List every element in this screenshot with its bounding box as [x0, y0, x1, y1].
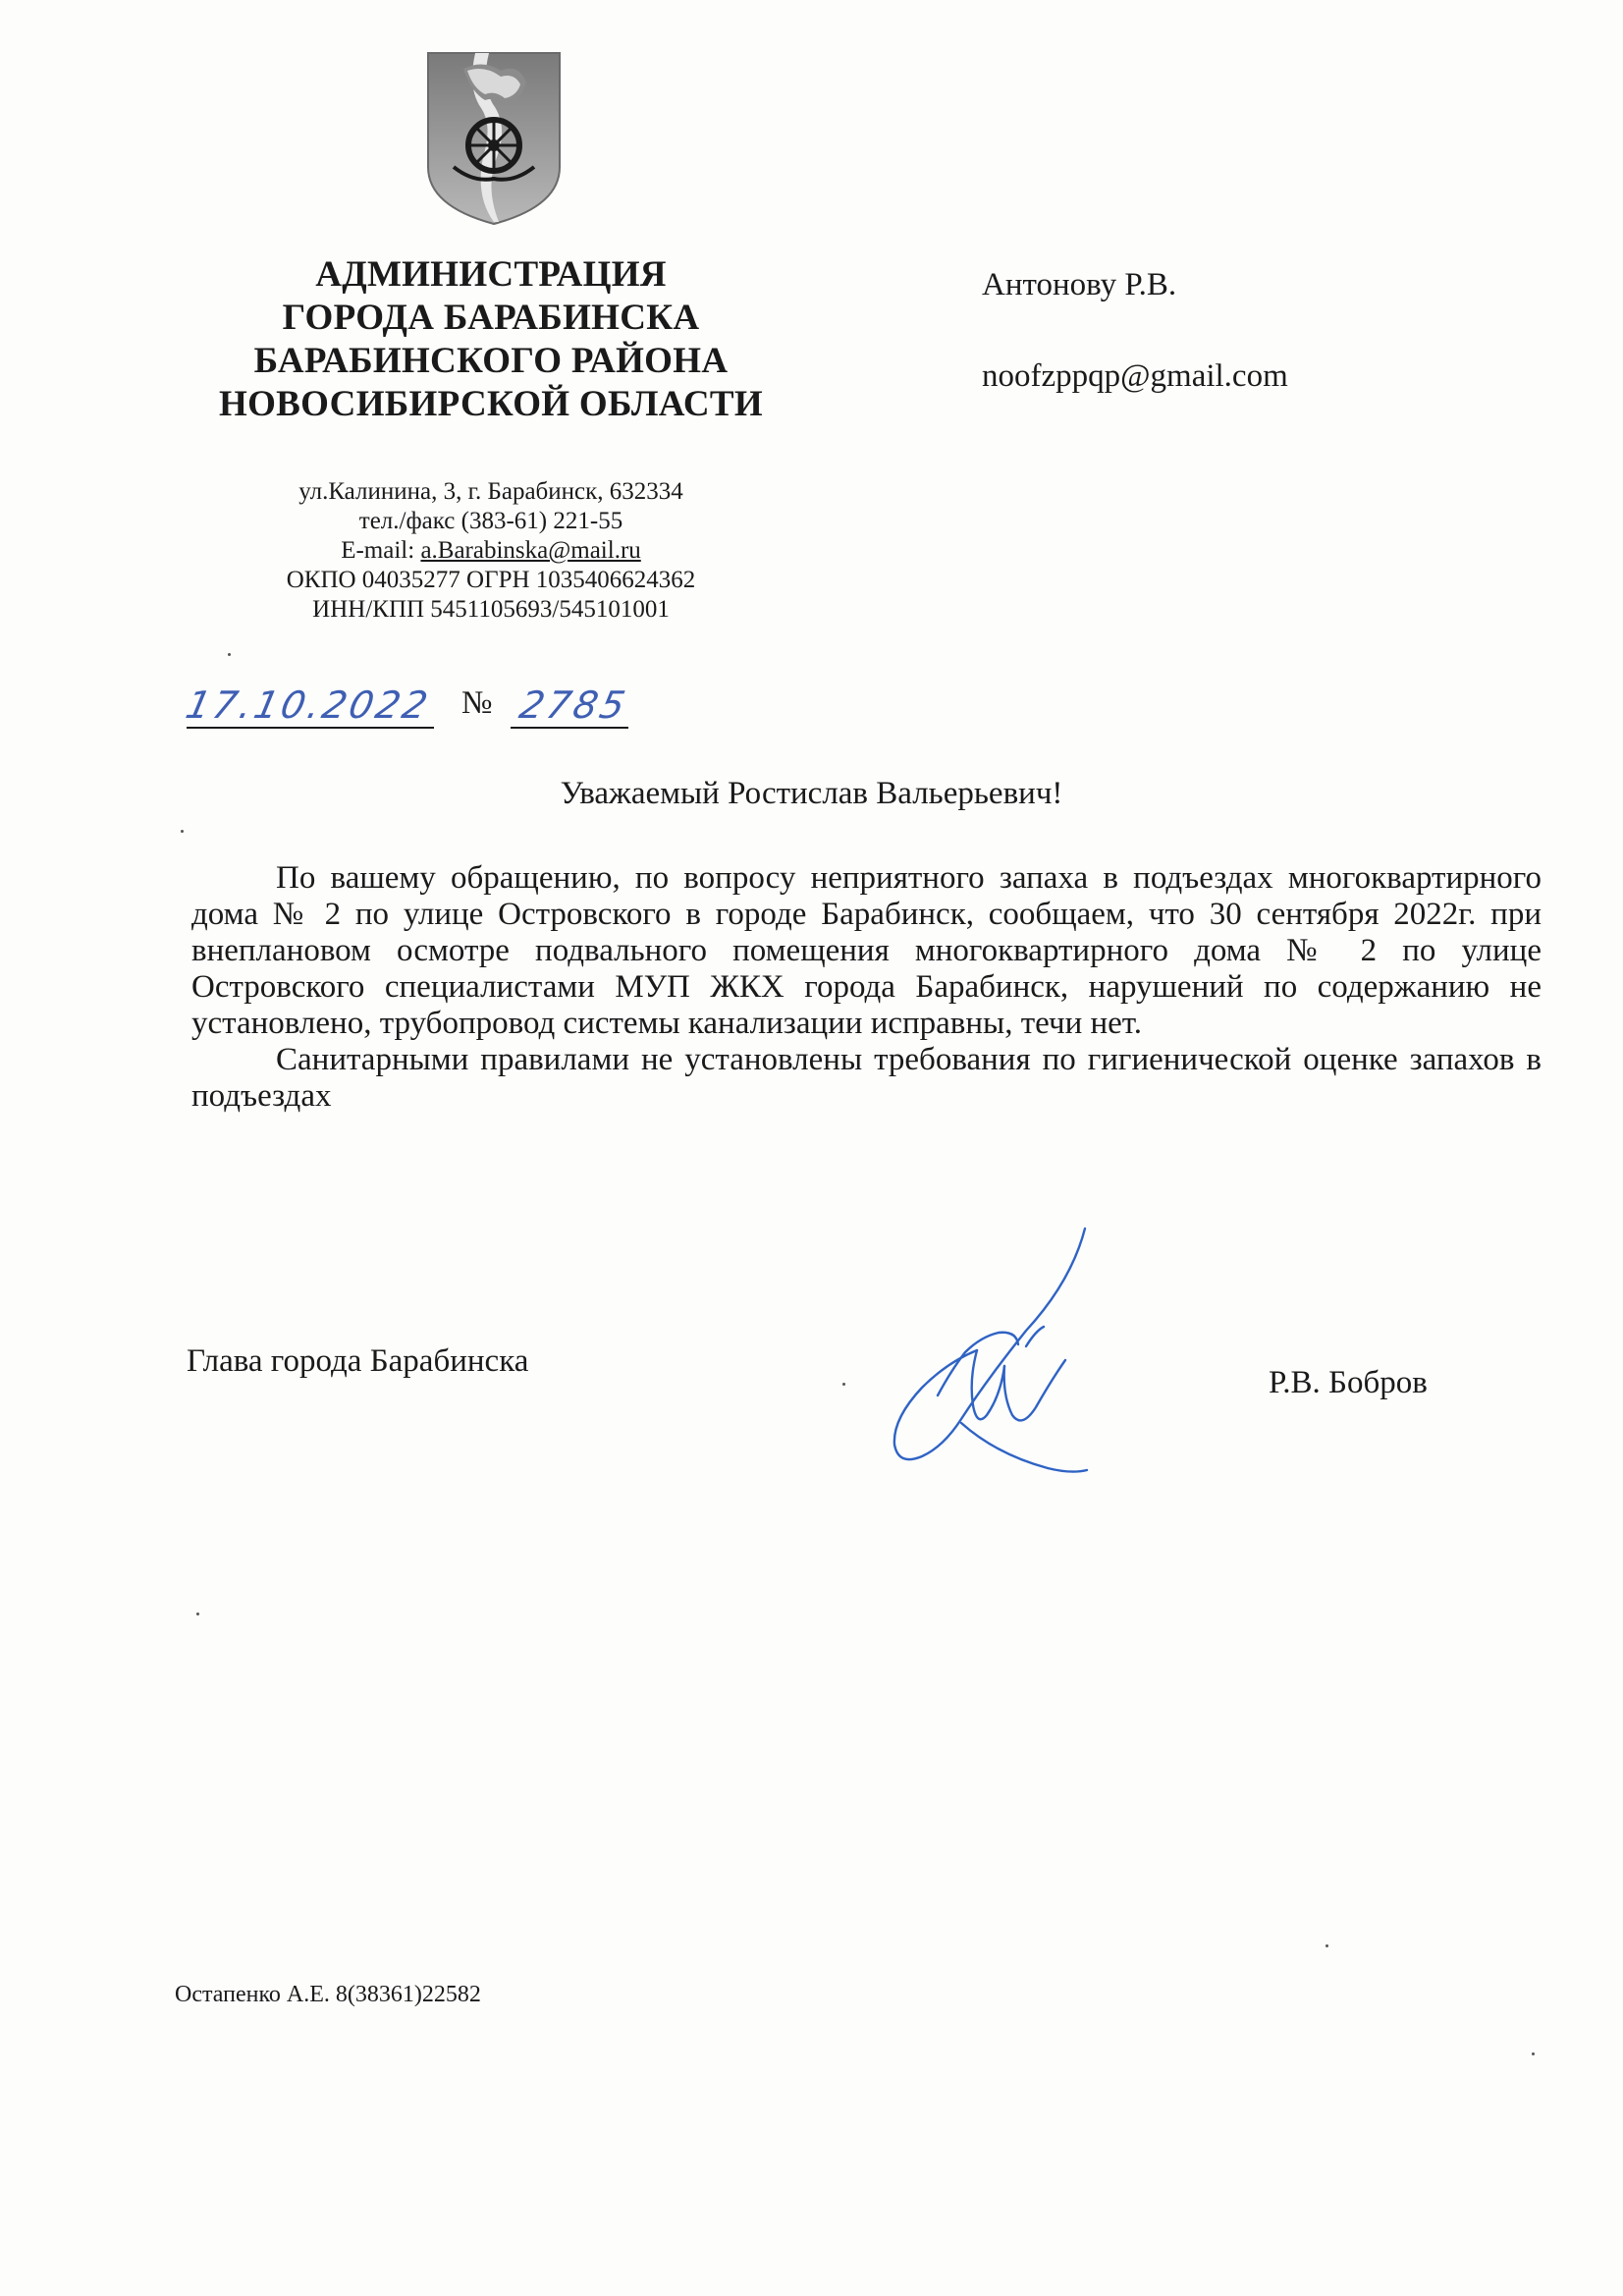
org-line-1: АДМИНИСТРАЦИЯ [315, 254, 667, 295]
org-email-line [177, 536, 805, 566]
organization-details [177, 477, 805, 625]
executor-contact: Остапенко А.Е. 8(38361)22582 [175, 1982, 481, 2007]
salutation: Уважаемый Ростислав Вальерьевич! [560, 776, 1063, 811]
scan-speck [1325, 1944, 1328, 1947]
org-line-4: НОВОСИБИРСКОЙ ОБЛАСТИ [219, 384, 763, 424]
org-address: ул.Калинина, 3, г. Барабинск, 632334 [298, 478, 683, 505]
handwritten-number: 2785 [515, 683, 632, 727]
recipient-name: Антонову Р.В. [982, 267, 1177, 302]
handwritten-date: 17.10.2022 [182, 683, 435, 727]
org-email-link[interactable]: a.Barabinska@mail.ru [420, 537, 641, 564]
org-phone: тел./факс (383-61) 221-55 [358, 508, 623, 534]
scan-speck [196, 1613, 199, 1615]
coat-of-arms-icon [424, 49, 564, 228]
organization-name [177, 253, 805, 426]
org-line-2: ГОРОДА БАРАБИНСКА [282, 298, 700, 338]
letter-body [191, 860, 1542, 1115]
signatory-name: Р.В. Бобров [1269, 1365, 1428, 1400]
date-underline [187, 727, 434, 729]
org-line-3: БАРАБИНСКОГО РАЙОНА [253, 341, 729, 381]
org-codes: ОКПО 04035277 ОГРН 1035406624362 [286, 567, 696, 593]
body-paragraph-2: Санитарными правилами не установлены требования по гигиенической оценке запахов в подъездах [191, 1042, 1542, 1114]
body-paragraph-1: По вашему обращению, по вопросу неприятного запаха в подъездах многоквартирного дома № 2 по улице Островского в городе Барабинск, сообщаем, что 30 сентября 2022г. при внеплановом осмотре подвального помещения многоквартирного дома № 2 по улице Островского специалистами МУП ЖКХ города Барабинск, нарушений по содержанию не установлено, трубопровод системы канализации исправны, течи нет. [191, 860, 1542, 1041]
signatory-position: Глава города Барабинска [187, 1343, 529, 1379]
handwritten-signature-icon [879, 1223, 1105, 1483]
scan-speck [228, 653, 231, 656]
recipient-email: noofzppqp@gmail.com [982, 358, 1288, 394]
org-inn: ИНН/КПП 5451105693/545101001 [312, 596, 670, 623]
scan-speck [842, 1383, 845, 1386]
scan-speck [181, 830, 184, 833]
number-sign: № [461, 685, 493, 721]
org-email-label: E-mail: [341, 537, 421, 564]
scan-speck [1532, 2052, 1535, 2055]
number-underline [511, 727, 628, 729]
